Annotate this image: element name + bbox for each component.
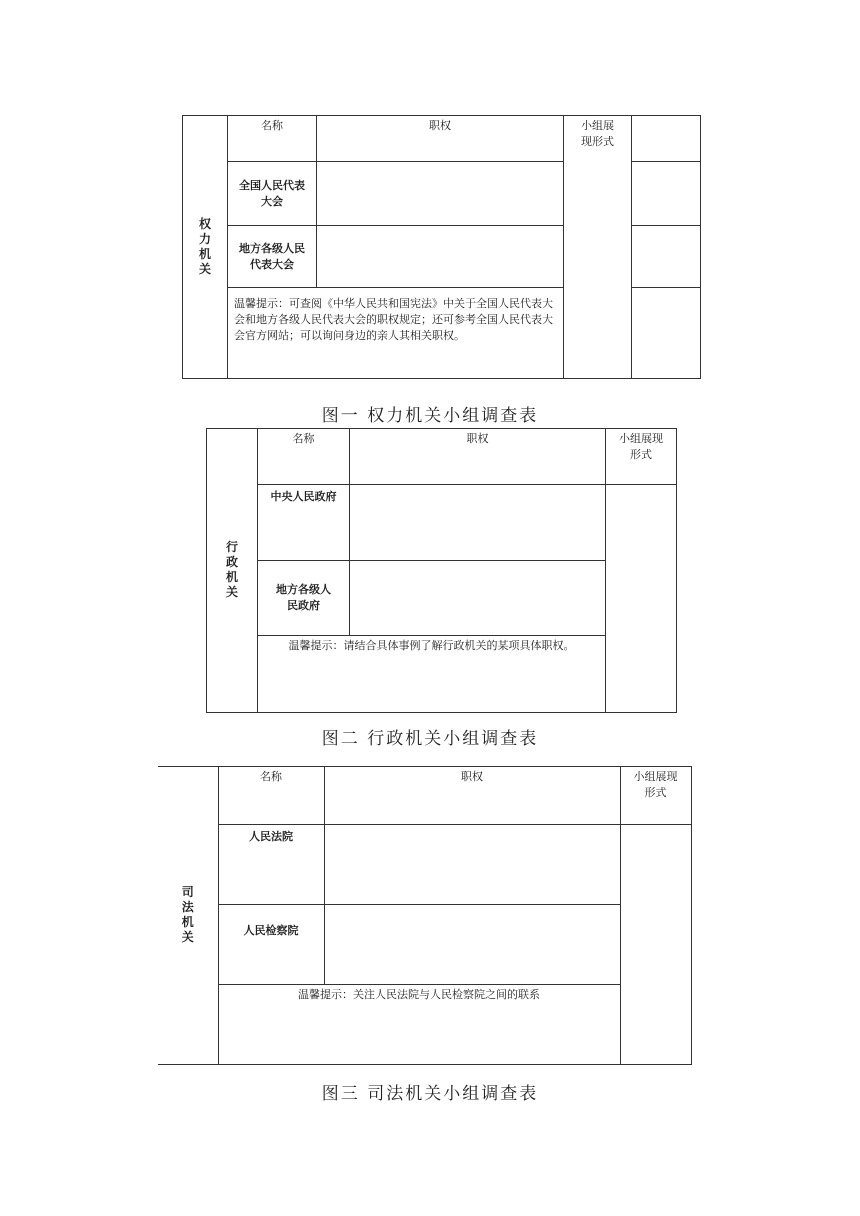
tip-text: 温馨提示：关注人民法院与人民检察院之间的联系 <box>218 985 620 1065</box>
header-power: 职权 <box>317 116 564 162</box>
tip-text: 温馨提示：请结合具体事例了解行政机关的某项具体职权。 <box>258 636 606 713</box>
row-name: 全国人民代表大会 <box>228 162 317 226</box>
caption: 图一 权力机关小组调查表 <box>321 406 539 426</box>
cell-empty <box>632 226 701 288</box>
header-name: 名称 <box>218 767 324 825</box>
row-name: 中央人民政府 <box>258 485 350 561</box>
header-show: 小组展现形式 <box>606 429 677 485</box>
row-power <box>317 162 564 226</box>
row-power <box>350 561 606 636</box>
row-power <box>350 485 606 561</box>
caption: 图二 行政机关小组调查表 <box>321 729 539 749</box>
tip-text: 温馨提示：可查阅《中华人民共和国宪法》中关于全国人民代表大会和地方各级人民代表大会的职权规定；还可参考全国人民代表大会官方网站；可以询问身边的亲人其相关职权。 <box>228 288 564 379</box>
cell-empty <box>606 485 677 713</box>
header-name: 名称 <box>228 116 317 162</box>
caption: 图三 司法机关小组调查表 <box>321 1084 539 1104</box>
row-power <box>317 226 564 288</box>
header-show: 小组展现形式 <box>564 116 632 379</box>
cell-empty <box>632 116 701 162</box>
table-judicial-organs <box>158 766 692 1065</box>
table-power-organs <box>182 115 701 379</box>
cell-empty <box>620 825 691 1065</box>
header-name: 名称 <box>258 429 350 485</box>
row-power <box>324 825 620 905</box>
row-name: 人民检察院 <box>218 905 324 985</box>
side-label: 权力机关 <box>183 116 228 379</box>
row-power <box>324 905 620 985</box>
side-label: 行政机关 <box>207 429 258 713</box>
cell-empty <box>632 162 701 226</box>
header-power: 职权 <box>324 767 620 825</box>
row-name: 人民法院 <box>218 825 324 905</box>
cell-empty <box>632 288 701 379</box>
row-name: 地方各级人民代表大会 <box>228 226 317 288</box>
header-power: 职权 <box>350 429 606 485</box>
row-name: 地方各级人民政府 <box>258 561 350 636</box>
header-show: 小组展现形式 <box>620 767 691 825</box>
table-administrative-organs <box>206 428 677 713</box>
side-label: 司法机关 <box>158 767 218 1065</box>
